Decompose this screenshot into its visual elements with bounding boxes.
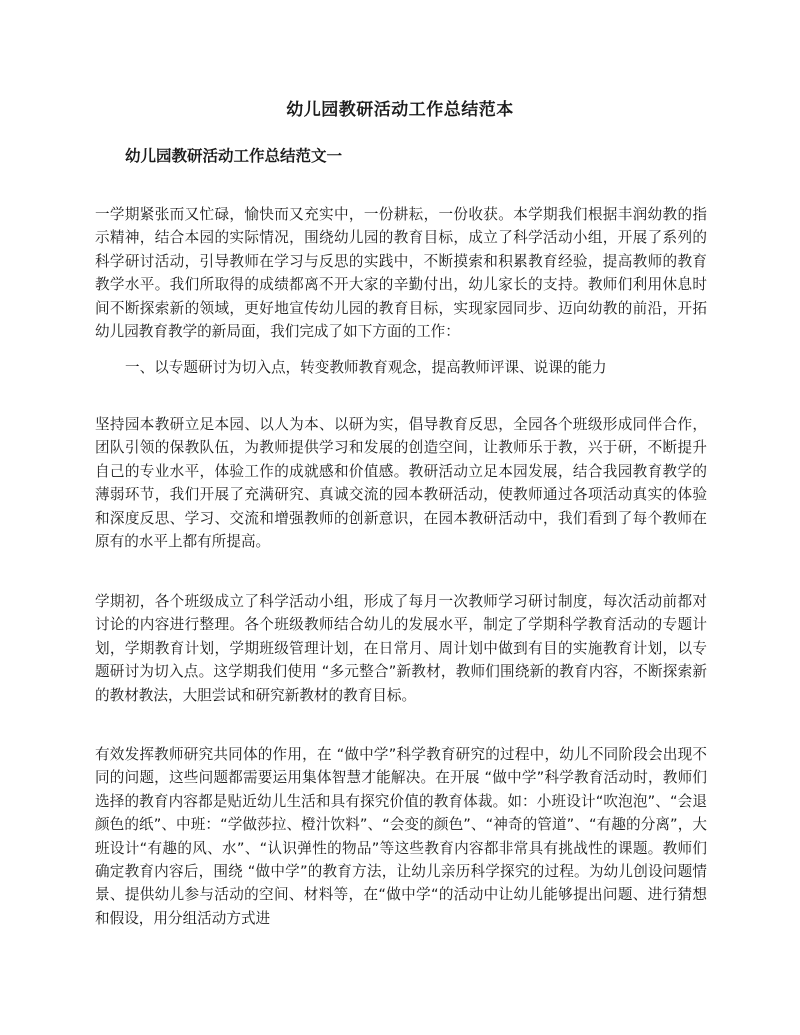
- paragraph-3: 学期初，各个班级成立了科学活动小组，形成了每月一次教师学习研讨制度，每次活动前都对讨论的内容进行整理。各个班级教师结合幼儿的发展水平，制定了学期科学教育活动的专题计划，学期教育计划，学期班级管理计划，在日常月、周计划中做到有目的实施教育计划，以专题研讨为切入点。这学期我们使用 “多元整合”新教材，教师们围绕新的教育内容，不断探索新的教材教法，大胆尝试和研究新教材的教育目标。: [95, 593, 707, 704]
- document-title: 幼儿园教研活动工作总结范本: [286, 100, 514, 120]
- document-subtitle: 幼儿园教研活动工作总结范文一: [125, 147, 343, 165]
- paragraph-4: 有效发挥教师研究共同体的作用，在 “做中学”科学教育研究的过程中，幼儿不同阶段会出现不同的问题，这些问题都需要运用集体智慧才能解决。在开展 “做中学”科学教育活动时，教师们选择的教育内容都是贴近幼儿生活和具有探究价值的教育体裁。如：小班设计“吹泡泡”、“会退颜色的纸”、中班：“学做莎拉、橙汁饮料”、“会变的颜色”、“神奇的管道”、“有趣的分离”，大班设计“有趣的风、水”、“认识弹性的物品”等这些教育内容都非常具有挑战性的课题。教师们确定教育内容后，围绕 “做中学”的教育方法，让幼儿亲历科学探究的过程。为幼儿创设问题情景、提供幼儿参与活动的空间、材料等，在“做中学“的活动中让幼儿能够提出问题、进行猜想和假设，用分组活动方式进: [95, 746, 707, 927]
- section-heading-1: 一、以专题研讨为切入点，转变教师教育观念，提高教师评课、说课的能力: [125, 359, 607, 376]
- paragraph-2: 坚持园本教研立足本园、以人为本、以研为实，倡导教育反思，全园各个班级形成同伴合作，团队引领的保教队伍，为教师提供学习和发展的创造空间，让教师乐于教，兴于研，不断提升自己的专业水平，体验工作的成就感和价值感。教研活动立足本园发展，结合我园教育教学的薄弱环节，我们开展了充满研究、真诚交流的园本教研活动，使教师通过各项活动真实的体验和深度反思、学习、交流和增强教师的创新意识，在园本教研活动中，我们看到了每个教师在原有的水平上都有所提高。: [95, 416, 707, 551]
- paragraph-intro: 一学期紧张而又忙碌，愉快而又充实中，一份耕耘，一份收获。本学期我们根据丰润幼教的指示精神，结合本园的实际情况，围绕幼儿园的教育目标，成立了科学活动小组，开展了系列的科学研讨活动，引导教师在学习与反思的实践中，不断摸索和积累教育经验，提高教师的教育教学水平。我们所取得的成绩都离不开大家的辛勤付出，幼儿家长的支持。教师们利用休息时间不断探索新的领域，更好地宣传幼儿园的教育目标，实现家园同步、迈向幼教的前沿，开拓幼儿园教育教学的新局面，我们完成了如下方面的工作：: [95, 206, 707, 341]
